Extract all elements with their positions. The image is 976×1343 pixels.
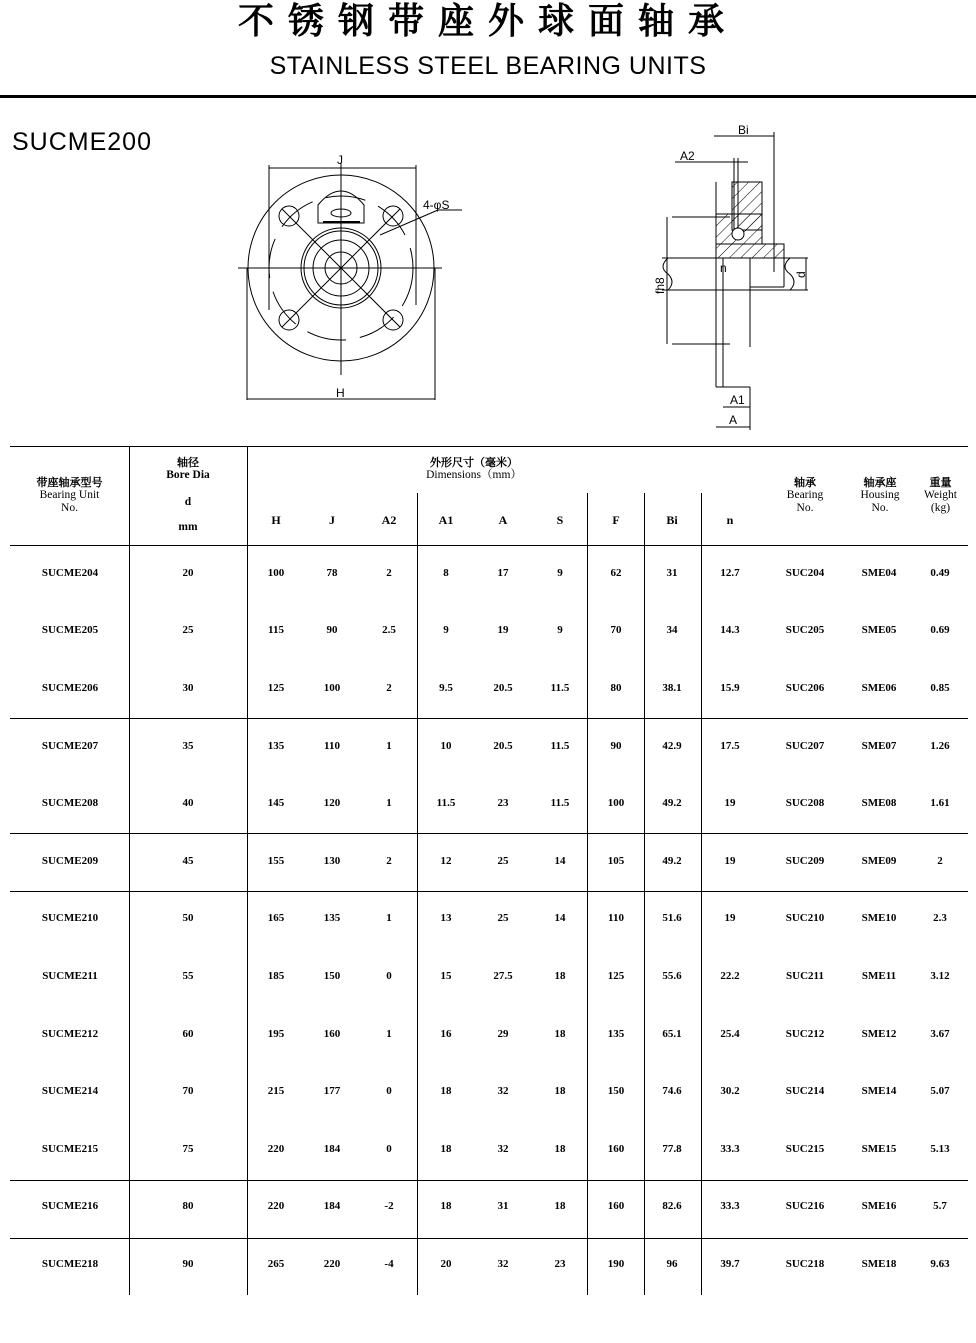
cell-d: 60 xyxy=(182,1027,194,1040)
table-top-border xyxy=(10,446,968,447)
cell-bearing: SUC206 xyxy=(785,682,825,694)
cell-d: 55 xyxy=(182,970,194,982)
cell-a: 32 xyxy=(497,1142,509,1155)
cell-housing: SME04 xyxy=(861,566,897,579)
subheader-a: A xyxy=(498,513,508,527)
header-weight xyxy=(913,476,968,515)
cell-a1: 18 xyxy=(440,1200,452,1213)
cell-f: 80 xyxy=(610,682,622,694)
cell-bearing: SUC211 xyxy=(786,970,824,982)
cell-a2: -4 xyxy=(384,1258,394,1270)
subheader-s: S xyxy=(556,513,564,527)
cell-d: 35 xyxy=(182,739,194,752)
group-divider xyxy=(10,891,968,892)
dim-h-label: H xyxy=(336,386,345,400)
cell-n: 33.3 xyxy=(720,1142,740,1155)
cell-a2: -2 xyxy=(384,1200,394,1213)
cell-h: 145 xyxy=(267,797,285,810)
col-divider xyxy=(129,446,130,1295)
cell-n: 14.3 xyxy=(720,624,740,637)
cell-housing: SME12 xyxy=(861,1027,897,1040)
dim-j-label: J xyxy=(337,153,343,167)
cell-j: 184 xyxy=(323,1142,341,1155)
cell-unit: SUCME210 xyxy=(41,912,99,925)
cell-unit: SUCME211 xyxy=(42,970,98,982)
cell-bi: 42.9 xyxy=(662,739,682,752)
cell-weight: 5.07 xyxy=(930,1085,950,1098)
cell-a1: 9 xyxy=(443,624,449,637)
header-bearing-cn: 轴承 xyxy=(794,476,816,489)
cell-s: 11.5 xyxy=(550,682,570,694)
cell-s: 18 xyxy=(554,1085,566,1098)
cell-f: 62 xyxy=(610,566,622,579)
cell-a2: 1 xyxy=(386,739,392,752)
cell-weight: 9.63 xyxy=(930,1258,950,1270)
cell-bearing: SUC218 xyxy=(785,1258,825,1270)
subheader-bi: Bi xyxy=(666,513,678,527)
cell-n: 19 xyxy=(724,912,736,925)
cell-d: 30 xyxy=(182,682,194,694)
cell-bi: 49.2 xyxy=(662,854,682,867)
col-divider xyxy=(417,493,418,1295)
cell-weight: 2 xyxy=(937,854,943,867)
dim-n-label: n xyxy=(720,261,727,275)
cell-housing: SME15 xyxy=(861,1142,897,1155)
cell-j: 160 xyxy=(323,1027,341,1040)
cell-bi: 51.6 xyxy=(662,912,682,925)
cell-bearing: SUC204 xyxy=(785,566,825,579)
cell-a: 25 xyxy=(497,912,509,925)
cell-n: 33.3 xyxy=(720,1200,740,1213)
group-divider xyxy=(10,1180,968,1181)
cell-bi: 77.8 xyxy=(662,1142,682,1155)
cell-j: 177 xyxy=(323,1085,341,1098)
cell-a1: 15 xyxy=(440,970,452,982)
header-dimensions xyxy=(247,456,701,482)
header-bore-dia xyxy=(129,456,247,534)
cell-d: 90 xyxy=(182,1258,194,1270)
cell-a2: 0 xyxy=(386,1085,392,1098)
cell-h: 195 xyxy=(267,1027,285,1040)
cell-d: 20 xyxy=(182,566,194,579)
cell-s: 23 xyxy=(554,1258,566,1270)
col-divider xyxy=(644,493,645,1295)
cell-f: 105 xyxy=(607,854,625,867)
cell-a1: 18 xyxy=(440,1142,452,1155)
page-title-english: STAINLESS STEEL BEARING UNITS xyxy=(269,52,707,80)
cell-a2: 1 xyxy=(386,912,392,925)
cell-a1: 20 xyxy=(440,1258,452,1270)
header-bottom-border xyxy=(10,545,968,546)
cell-f: 100 xyxy=(607,797,625,810)
cell-unit: SUCME208 xyxy=(41,797,99,810)
cell-a: 20.5 xyxy=(493,739,513,752)
cell-bi: 82.6 xyxy=(662,1200,682,1213)
cell-unit: SUCME205 xyxy=(41,624,99,637)
cell-unit: SUCME214 xyxy=(41,1085,99,1098)
cell-d: 40 xyxy=(182,797,194,810)
dim-d-label: d xyxy=(794,271,808,278)
dim-a-label: A xyxy=(729,413,738,427)
header-unit-no: No. xyxy=(61,502,78,514)
cell-f: 125 xyxy=(607,970,625,982)
cell-a1: 12 xyxy=(440,854,452,867)
cell-s: 11.5 xyxy=(550,739,570,752)
cell-a2: 2.5 xyxy=(382,624,396,637)
holes-label: 4-φS xyxy=(423,198,450,212)
header-dims-cn: 外形尺寸（毫米） xyxy=(430,456,518,469)
cell-weight: 0.85 xyxy=(930,682,950,694)
header-dims-en: Dimensions（mm） xyxy=(426,469,522,481)
cell-a1: 18 xyxy=(440,1085,452,1098)
cell-a1: 16 xyxy=(440,1027,452,1040)
cell-bi: 55.6 xyxy=(662,970,682,982)
header-weight-en: Weight xyxy=(924,489,957,501)
cell-d: 75 xyxy=(182,1142,194,1155)
header-unit-cn: 带座轴承型号 xyxy=(36,476,103,489)
cell-unit: SUCME218 xyxy=(41,1258,99,1270)
cell-a2: 2 xyxy=(386,854,392,867)
header-housing-en: Housing xyxy=(860,489,900,501)
cell-h: 155 xyxy=(267,854,285,867)
cell-bi: 74.6 xyxy=(662,1085,682,1098)
cell-s: 18 xyxy=(554,1142,566,1155)
cell-bearing: SUC209 xyxy=(785,854,825,867)
cell-housing: SME18 xyxy=(861,1258,897,1270)
front-view-drawing xyxy=(230,145,450,410)
header-bearing-unit xyxy=(10,476,129,515)
cell-h: 115 xyxy=(268,624,284,637)
cell-s: 14 xyxy=(554,854,566,867)
cell-f: 160 xyxy=(607,1142,625,1155)
subheader-a1: A1 xyxy=(438,513,454,527)
cell-bearing: SUC210 xyxy=(785,912,825,925)
cell-bi: 49.2 xyxy=(662,797,682,810)
cell-bi: 96 xyxy=(666,1258,678,1270)
cell-n: 17.5 xyxy=(720,739,740,752)
cell-housing: SME07 xyxy=(861,739,897,752)
cell-d: 45 xyxy=(182,854,194,867)
cell-weight: 5.7 xyxy=(933,1200,947,1213)
cell-unit: SUCME215 xyxy=(41,1142,99,1155)
cell-bi: 31 xyxy=(666,566,678,579)
subheader-f: F xyxy=(612,513,620,527)
cell-h: 125 xyxy=(267,682,285,694)
cell-f: 160 xyxy=(607,1200,625,1213)
cell-j: 184 xyxy=(323,1200,341,1213)
cell-unit: SUCME207 xyxy=(41,739,99,752)
cell-bearing: SUC207 xyxy=(785,739,825,752)
col-divider xyxy=(587,493,588,1295)
cell-bearing: SUC214 xyxy=(785,1085,825,1098)
cell-a1: 13 xyxy=(440,912,452,925)
dim-a2-label: A2 xyxy=(680,149,695,163)
cell-weight: 3.67 xyxy=(930,1027,950,1040)
cell-n: 30.2 xyxy=(720,1085,740,1098)
cell-bi: 65.1 xyxy=(662,1027,682,1040)
cell-a1: 10 xyxy=(440,739,452,752)
cell-bearing: SUC215 xyxy=(785,1142,825,1155)
cell-n: 19 xyxy=(724,797,736,810)
cell-housing: SME05 xyxy=(861,624,897,637)
cell-d: 70 xyxy=(182,1085,194,1098)
header-weight-cn: 重量 xyxy=(929,476,952,489)
cell-weight: 0.69 xyxy=(930,624,950,637)
cell-housing: SME16 xyxy=(861,1200,897,1213)
subheader-a2: A2 xyxy=(381,513,397,527)
cell-s: 18 xyxy=(554,970,566,982)
header-bearing-no xyxy=(770,476,840,515)
subheader-j: J xyxy=(329,513,335,527)
cell-unit: SUCME209 xyxy=(41,854,99,867)
cell-h: 220 xyxy=(267,1200,285,1213)
cell-h: 185 xyxy=(267,970,285,982)
cell-h: 100 xyxy=(267,566,285,579)
header-housing-no xyxy=(845,476,915,515)
cell-housing: SME10 xyxy=(861,912,897,925)
cell-s: 14 xyxy=(554,912,566,925)
cell-a1: 11.5 xyxy=(436,797,456,810)
header-weight-unit: (kg) xyxy=(930,502,951,514)
cell-unit: SUCME216 xyxy=(41,1200,99,1213)
header-bore-d: d xyxy=(184,496,192,508)
cell-n: 15.9 xyxy=(720,682,740,694)
series-label: SUCME200 xyxy=(12,128,152,156)
cell-n: 19 xyxy=(724,854,736,867)
cell-weight: 5.13 xyxy=(930,1142,950,1155)
cell-n: 12.7 xyxy=(720,566,740,579)
col-divider xyxy=(701,493,702,1295)
cell-a: 23 xyxy=(497,797,509,810)
cell-a2: 2 xyxy=(386,566,392,579)
cell-j: 100 xyxy=(323,682,341,694)
header-bearing-label: No. xyxy=(796,502,814,514)
cell-a: 20.5 xyxy=(493,682,513,694)
cell-j: 135 xyxy=(323,912,341,925)
header-unit-en: Bearing Unit xyxy=(39,489,100,501)
cell-h: 215 xyxy=(267,1085,285,1098)
cell-bi: 38.1 xyxy=(662,682,682,694)
cell-a: 25 xyxy=(497,854,509,867)
cell-s: 18 xyxy=(554,1200,566,1213)
cell-housing: SME11 xyxy=(861,970,897,982)
cell-h: 220 xyxy=(267,1142,285,1155)
header-bore-cn: 轴径 xyxy=(177,456,199,469)
cell-j: 90 xyxy=(326,624,338,637)
cell-bearing: SUC216 xyxy=(785,1200,825,1213)
dim-bi-label: Bi xyxy=(738,123,749,137)
cell-a1: 9.5 xyxy=(439,682,453,694)
dim-f-label: fh8 xyxy=(653,277,667,294)
cell-housing: SME14 xyxy=(861,1085,897,1098)
group-divider xyxy=(10,833,968,834)
cell-unit: SUCME206 xyxy=(41,682,99,694)
cell-n: 25.4 xyxy=(720,1027,740,1040)
cell-weight: 0.49 xyxy=(930,566,950,579)
cell-f: 190 xyxy=(607,1258,625,1270)
cell-a: 29 xyxy=(497,1027,509,1040)
cell-f: 135 xyxy=(607,1027,625,1040)
cell-unit: SUCME204 xyxy=(41,566,99,579)
cell-a2: 2 xyxy=(386,682,392,694)
dim-a1-label: A1 xyxy=(730,393,745,407)
cell-housing: SME08 xyxy=(861,797,897,810)
page-title-chinese: 不锈钢带座外球面轴承 xyxy=(237,1,738,42)
cell-a: 32 xyxy=(497,1085,509,1098)
cell-f: 90 xyxy=(610,739,622,752)
cell-weight: 1.26 xyxy=(930,739,950,752)
cell-d: 50 xyxy=(182,912,194,925)
cell-a2: 0 xyxy=(386,970,392,982)
cell-a2: 1 xyxy=(386,1027,392,1040)
cell-housing: SME06 xyxy=(861,682,897,694)
side-section-drawing xyxy=(650,122,810,432)
cell-j: 78 xyxy=(326,566,338,579)
cell-a1: 8 xyxy=(443,566,449,579)
title-divider xyxy=(0,95,976,98)
group-divider xyxy=(10,718,968,719)
cell-j: 130 xyxy=(323,854,341,867)
cell-h: 165 xyxy=(267,912,285,925)
header-bore-mm: mm xyxy=(178,521,198,533)
cell-unit: SUCME212 xyxy=(41,1027,99,1040)
cell-h: 135 xyxy=(267,739,285,752)
cell-j: 150 xyxy=(323,970,341,982)
cell-h: 265 xyxy=(267,1258,285,1270)
cell-a2: 1 xyxy=(386,797,392,810)
cell-weight: 3.12 xyxy=(930,970,950,982)
subheader-h: H xyxy=(271,513,281,527)
cell-j: 120 xyxy=(323,797,341,810)
cell-a: 19 xyxy=(497,624,509,637)
cell-bi: 34 xyxy=(666,624,678,637)
cell-d: 80 xyxy=(182,1200,194,1213)
cell-f: 70 xyxy=(610,624,622,637)
cell-d: 25 xyxy=(182,624,194,637)
cell-housing: SME09 xyxy=(861,854,897,867)
header-housing-label: No. xyxy=(871,502,889,514)
cell-s: 9 xyxy=(557,624,563,637)
cell-f: 150 xyxy=(607,1085,625,1098)
cell-weight: 1.61 xyxy=(930,797,950,810)
header-housing-cn: 轴承座 xyxy=(863,476,897,489)
cell-s: 11.5 xyxy=(550,797,570,810)
cell-a: 27.5 xyxy=(493,970,513,982)
cell-a: 31 xyxy=(497,1200,509,1213)
subheader-n: n xyxy=(726,513,734,527)
header-bearing-en: Bearing xyxy=(786,489,824,501)
cell-bearing: SUC212 xyxy=(785,1027,825,1040)
cell-n: 22.2 xyxy=(720,970,740,982)
cell-s: 9 xyxy=(557,566,563,579)
header-bore-en: Bore Dia xyxy=(166,469,210,481)
cell-a2: 0 xyxy=(386,1142,392,1155)
group-divider xyxy=(10,1238,968,1239)
cell-n: 39.7 xyxy=(720,1258,740,1270)
cell-s: 18 xyxy=(554,1027,566,1040)
cell-f: 110 xyxy=(608,912,624,925)
cell-bearing: SUC205 xyxy=(785,624,825,637)
cell-a: 17 xyxy=(497,566,509,579)
cell-j: 220 xyxy=(323,1258,341,1270)
cell-weight: 2.3 xyxy=(933,912,947,925)
cell-bearing: SUC208 xyxy=(785,797,825,810)
cell-a: 32 xyxy=(497,1258,509,1270)
cell-j: 110 xyxy=(324,739,340,752)
